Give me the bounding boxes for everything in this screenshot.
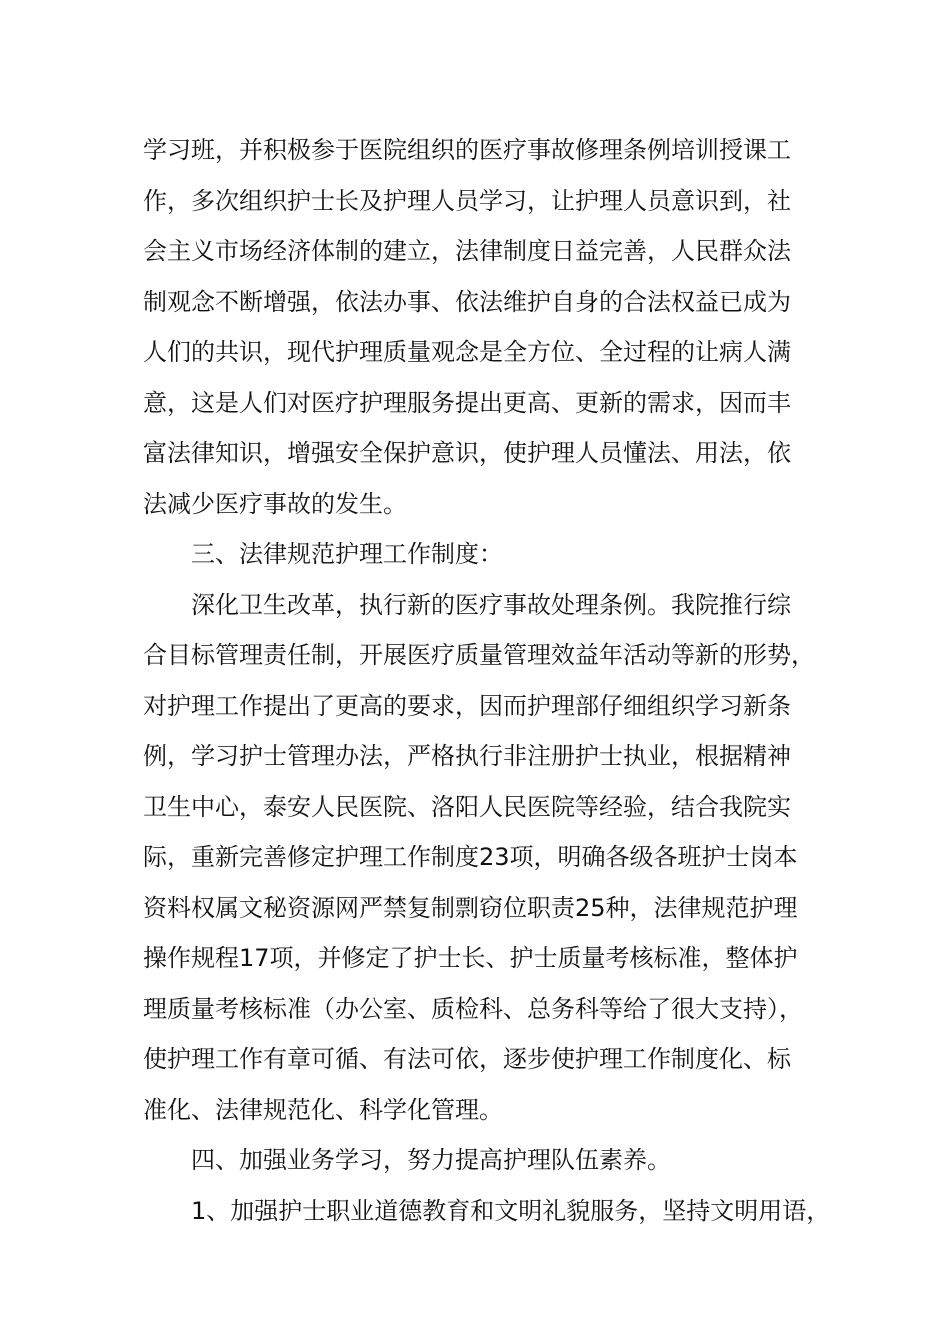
text-line: 际，重新完善修定护理工作制度23项，明确各级各班护士岗本 bbox=[143, 843, 798, 871]
text-line: 使护理工作有章可循、有法可依，逐步使护理工作制度化、标 bbox=[143, 1045, 791, 1073]
text-line: 作，多次组织护士长及护理人员学习，让护理人员意识到，社 bbox=[143, 186, 791, 215]
text-line: 例，学习护士管理办法，严格执行非注册护士执业，根据精神 bbox=[143, 742, 791, 770]
document-body bbox=[143, 125, 833, 1236]
text-line: 人们的共识，现代护理质量观念是全方位、全过程的让病人满 bbox=[143, 338, 791, 366]
text-line: 准化、法律规范化、科学化管理。 bbox=[143, 1095, 503, 1124]
text-line: 制观念不断增强，依法办事、依法维护自身的合法权益已成为 bbox=[143, 287, 791, 316]
paragraph-start-line: 深化卫生改革，执行新的医疗事故处理条例。我院推行综 bbox=[191, 590, 791, 619]
text-line: 卫生中心，泰安人民医院、洛阳人民医院等经验，结合我院实 bbox=[143, 792, 791, 821]
text-line: 对护理工作提出了更高的要求，因而护理部仔细组织学习新条 bbox=[143, 691, 791, 720]
text-line: 富法律知识，增强安全保护意识，使护理人员懂法、用法，依 bbox=[143, 439, 791, 467]
section-heading: 四、加强业务学习，努力提高护理队伍素养。 bbox=[191, 1146, 671, 1174]
text-line: 法减少医疗事故的发生。 bbox=[143, 489, 407, 518]
text-line: 合目标管理责任制，开展医疗质量管理效益年活动等新的形势， bbox=[143, 641, 815, 669]
section-heading: 三、法律规范护理工作制度： bbox=[191, 540, 503, 568]
text-line: 资料权属文秘资源网严禁复制剽窃位职责25种，法律规范护理 bbox=[143, 893, 798, 922]
text-line: 操作规程17项，并修定了护士长、护士质量考核标准，整体护 bbox=[143, 944, 798, 972]
text-line: 学习班，并积极参于医院组织的医疗事故修理条例培训授课工 bbox=[143, 136, 791, 164]
text-line: 理质量考核标准（办公室、质检科、总务科等给了很大支持）， bbox=[143, 994, 803, 1023]
list-item-line: 1、加强护士职业道德教育和文明礼貌服务，坚持文明用语， bbox=[191, 1196, 831, 1225]
text-line: 会主义市场经济体制的建立，法律制度日益完善，人民群众法 bbox=[143, 237, 791, 265]
text-line: 意，这是人们对医疗护理服务提出更高、更新的需求，因而丰 bbox=[143, 388, 791, 417]
